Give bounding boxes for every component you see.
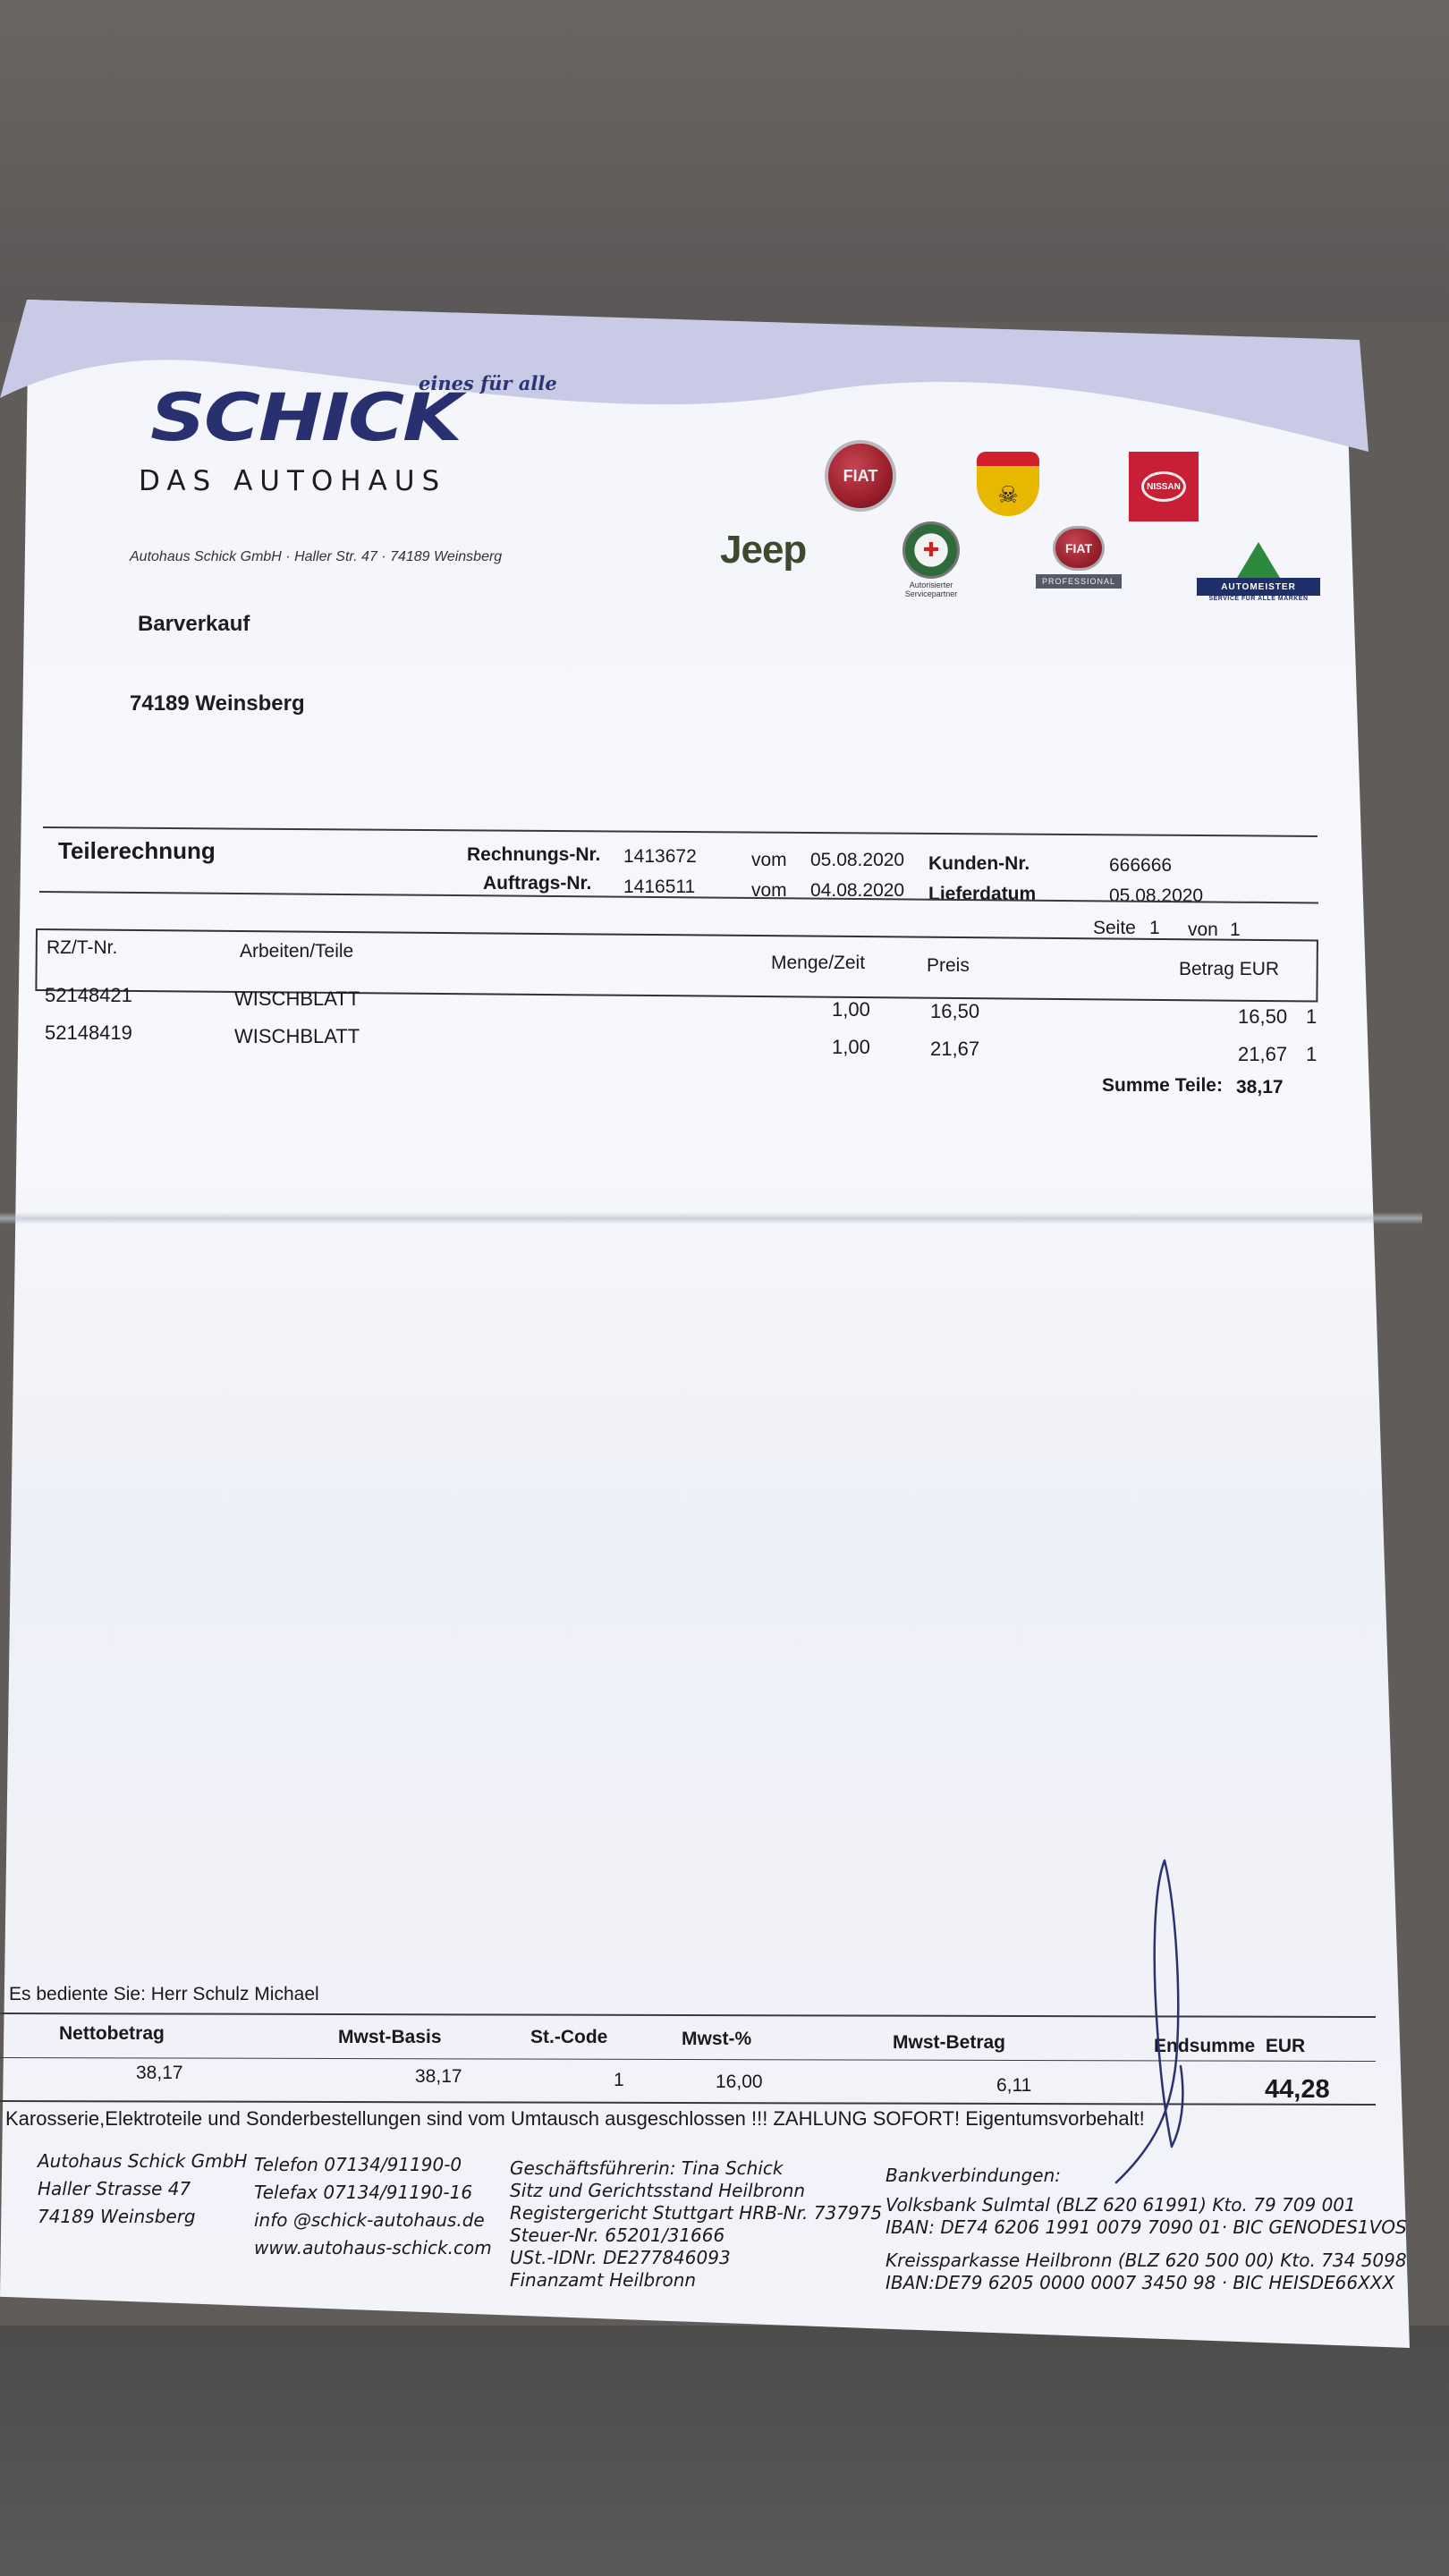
fiat-professional-label: PROFESSIONAL [1036, 574, 1122, 589]
served-by: Es bediente Sie: Herr Schulz Michael [9, 1984, 319, 2004]
table-row-2-nr: 52148419 [45, 1021, 132, 1044]
fiat-icon [825, 440, 896, 512]
alfa-romeo-icon [899, 521, 963, 598]
doc-type: Teilerechnung [58, 837, 216, 864]
table-header-box [35, 928, 1318, 1003]
exchange-notice: Karosserie,Elektroteile und Sonderbestellungen sind vom Umtausch ausgeschlossen !!! ZAHLUNG SOFORT! Eigentumsvorbehalt! [5, 2107, 1145, 2130]
footer-company [38, 2150, 247, 2228]
footer-bank-line: Volksbank Sulmtal (BLZ 620 61991) Kto. 79 709 001 [886, 2194, 1356, 2216]
background-carpet-top [0, 0, 1449, 322]
von-label: von [1188, 919, 1218, 940]
col-header-betrag: Betrag EUR [1179, 959, 1280, 979]
fiat-pro-badge-label: FIAT [1064, 541, 1093, 555]
totals-header-mwst-pct: Mwst-% [682, 2029, 752, 2049]
totals-header-netto: Nettobetrag [59, 2023, 165, 2044]
seite-label: Seite [1093, 918, 1136, 938]
table-row-2-menge: 1,00 [832, 1036, 870, 1058]
recipient-line-2: 74189 Weinsberg [130, 691, 305, 716]
abarth-icon [977, 452, 1039, 516]
footer-registry-line: Steuer-Nr. 65201/31666 [510, 2224, 725, 2246]
footer-bank-title: Bankverbindungen: [886, 2165, 1061, 2186]
alfa-caption: Autorisierter Servicepartner [904, 580, 958, 598]
footer-registry-line: Registergericht Stuttgart HRB-Nr. 737975 [510, 2202, 883, 2224]
footer-email-link[interactable]: info @schick-autohaus.de [254, 2209, 485, 2231]
summe-label: Summe Teile: [1102, 1075, 1223, 1096]
von-value: 1 [1230, 919, 1241, 940]
col-header-nr: RZ/T-Nr. [47, 937, 118, 958]
col-header-preis: Preis [927, 955, 970, 976]
footer-bank-line: IBAN: DE74 6206 1991 0079 7090 01· BIC GENODES1VOS [886, 2216, 1407, 2238]
footer-registry-line: Geschäftsführerin: Tina Schick [510, 2157, 784, 2179]
table-row-2-code: 1 [1306, 1043, 1318, 1065]
logo-wordmark: SCHICK [150, 380, 461, 456]
footer-company-line: Autohaus Schick GmbH [38, 2150, 248, 2172]
auftrag-nr: 1416511 [623, 877, 696, 897]
footer-company-line: Haller Strasse 47 [38, 2178, 191, 2199]
automeister-triangle-icon [1237, 542, 1280, 578]
footer-registry-line: Finanzamt Heilbronn [510, 2269, 697, 2291]
totals-basis: 38,17 [415, 2066, 462, 2087]
kunden-nr: 666666 [1109, 855, 1173, 876]
kunden-label: Kunden-Nr. [928, 853, 1030, 874]
liefer-date: 05.08.2020 [1109, 886, 1204, 906]
totals-mwst-betrag: 6,11 [996, 2075, 1032, 2096]
col-header-desc: Arbeiten/Teile [240, 941, 354, 962]
jeep-logo: Jeep [720, 528, 807, 572]
totals-netto: 38,17 [136, 2063, 183, 2083]
footer-website-link[interactable]: www.autohaus-schick.com [254, 2237, 492, 2258]
cross-icon: ✚ [922, 538, 940, 561]
fiat-label: FIAT [843, 466, 878, 485]
totals-header-stcode: St.-Code [530, 2027, 608, 2047]
footer-registry [510, 2157, 882, 2292]
auftrag-label: Auftrags-Nr. [483, 873, 592, 894]
totals-endsumme: 44,28 [1265, 2075, 1330, 2104]
logo-subtitle: DAS AUTOHAUS [139, 465, 447, 497]
col-header-menge: Menge/Zeit [771, 953, 866, 973]
table-row-1-code: 1 [1306, 1005, 1318, 1028]
table-row-2-preis: 21,67 [930, 1038, 980, 1060]
rechnung-date: 05.08.2020 [810, 850, 905, 870]
auftrag-vom-label: vom [751, 880, 787, 901]
totals-header-basis: Mwst-Basis [338, 2027, 442, 2047]
automeister-subtitle: SERVICE FÜR ALLE MARKEN [1208, 596, 1309, 602]
footer-phone: Telefon 07134/91190-0 [254, 2154, 462, 2175]
totals-mwst-pct: 16,00 [716, 2072, 763, 2092]
sender-line: Autohaus Schick GmbH · Haller Str. 47 · 74189 Weinsberg [130, 549, 503, 564]
summe-value: 38,17 [1236, 1077, 1284, 1097]
auftrag-date: 04.08.2020 [810, 880, 905, 901]
footer-bank-line: IBAN:DE79 6205 0000 0007 3450 98 · BIC HEISDE66XXX [886, 2272, 1395, 2293]
footer-bank-line: Kreissparkasse Heilbronn (BLZ 620 500 00) Kto. 734 5098 [886, 2250, 1407, 2271]
paper-fold [0, 1212, 1422, 1224]
table-row-2-betrag: 21,67 [1238, 1043, 1288, 1065]
handwritten-signature [1100, 1852, 1216, 2191]
table-row-1-menge: 1,00 [832, 998, 870, 1021]
footer-company-line: 74189 Weinsberg [38, 2206, 196, 2227]
footer-registry-line: Sitz und Gerichtsstand Heilbronn [510, 2180, 806, 2201]
totals-stcode: 1 [614, 2070, 624, 2090]
recipient-line-1: Barverkauf [138, 612, 250, 636]
nissan-label: NISSAN [1147, 481, 1181, 492]
fiat-professional-icon [1036, 526, 1122, 589]
table-row-1-preis: 16,50 [930, 1000, 980, 1022]
nissan-icon [1129, 452, 1199, 521]
seite-value: 1 [1149, 918, 1160, 938]
automeister-icon [1197, 542, 1320, 602]
table-row-1-desc: WISCHBLATT [234, 987, 360, 1010]
table-row-2-desc: WISCHBLATT [234, 1025, 360, 1047]
footer-registry-line: USt.-IDNr. DE277846093 [510, 2247, 731, 2268]
liefer-label: Lieferdatum [928, 884, 1037, 904]
automeister-label: AUTOMEISTER [1197, 578, 1320, 596]
rechnung-nr: 1413672 [623, 846, 697, 867]
table-row-1-nr: 52148421 [45, 984, 132, 1006]
table-row-1-betrag: 16,50 [1238, 1005, 1288, 1028]
rechnung-label: Rechnungs-Nr. [467, 844, 601, 865]
background-carpet-bottom [0, 2326, 1449, 2576]
scorpion-icon: ☠ [997, 481, 1019, 508]
totals-header-mwst-betrag: Mwst-Betrag [893, 2032, 1006, 2053]
logo-tagline: eines für alle [419, 372, 557, 394]
footer-contact [254, 2154, 492, 2259]
rechnung-vom-label: vom [751, 850, 787, 870]
totals-header-endsumme: Endsumme EUR [1154, 2036, 1306, 2056]
footer-fax: Telefax 07134/91190-16 [254, 2182, 473, 2203]
